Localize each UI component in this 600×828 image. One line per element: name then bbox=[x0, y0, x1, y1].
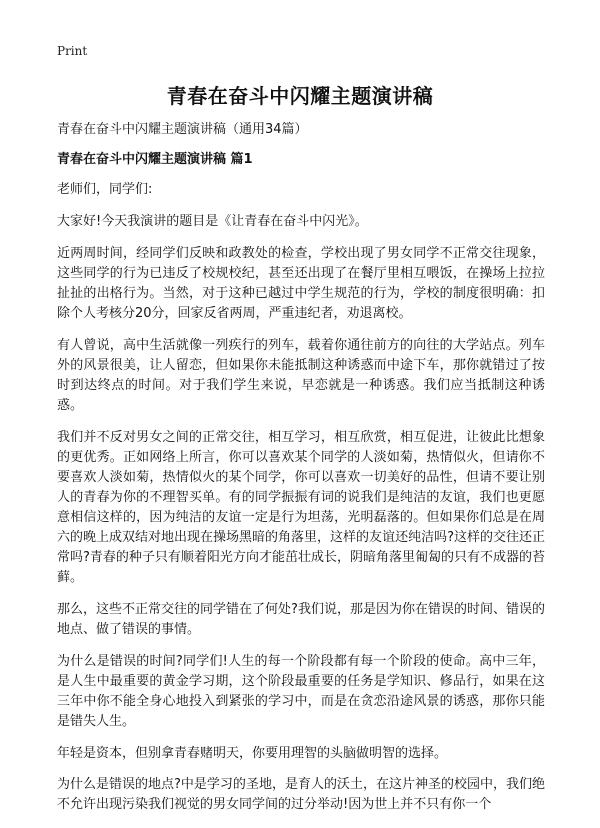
document-body bbox=[57, 120, 545, 827]
page-title: 青春在奋斗中闪耀主题演讲稿 bbox=[166, 84, 434, 108]
paragraph: 有人曾说，高中生活就像一列疾行的列车，载着你通往前方的向往的大学站点。列车外的风景很美，让人留恋，但如果你未能抵制这种诱惑而中途下车，那你就错过了按时到达终点的时间。对于我们学生来说，早恋就是一种诱惑。我们应当抵制这种诱惑。 bbox=[57, 338, 545, 413]
section-heading: 青春在奋斗中闪耀主题演讲稿 篇1 bbox=[57, 152, 253, 167]
print-link[interactable]: Print bbox=[57, 44, 88, 58]
paragraph: 近两周时间，经同学们反映和政教处的检查，学校出现了男女同学不正常交往现象，这些同学的行为已违反了校规校纪，甚至还出现了在餐厅里相互喂饭，在操场上拉拉扯扯的出格行为。当然，对于这种已越过中学生规范的行为，学校的制度很明确：扣除个人考核分20分，回家反省两周，严重违纪者，劝退离校。 bbox=[57, 246, 545, 321]
document-subtitle: 青春在奋斗中闪耀主题演讲稿（通用34篇） bbox=[57, 122, 308, 137]
paragraph: 我们并不反对男女之间的正常交往，相互学习，相互欣赏，相互促进，让彼此比想象的更优秀。正如网络上所言，你可以喜欢某个同学的人淡如菊，热情似火，但请你不要喜欢人淡如菊，热情似火的某个同学，你可以喜欢一切美好的品性，但请不要让别人的青春为你的不理智买单。有的同学振振有词的说我们是纯洁的友谊，我们也更愿意相信这样的，因为纯洁的友谊一定是行为坦荡，光明磊落的。但如果你们总是在周六的晚上成双结对地出现在操场黑暗的角落里，这样的友谊还纯洁吗?这样的交往还正常吗?青春的种子只有顺着阳光方向才能茁壮成长，阴暗角落里匍匐的只有不成器的苔藓。 bbox=[57, 430, 545, 585]
paragraph-intro: 大家好!今天我演讲的题目是《让青春在奋斗中闪光》。 bbox=[57, 214, 368, 229]
paragraph: 为什么是错误的时间?同学们!人生的每一个阶段都有每一个阶段的使命。高中三年，是人生中最重要的黄金学习期，这个阶段最重要的任务是学知识、修品行，如果在这三年中你不能全身心地投入到紧张的学习中，而是在贪恋沿途风景的诱惑，那你只能是错失人生。 bbox=[57, 654, 545, 729]
paragraph-greeting: 老师们，同学们: bbox=[57, 182, 153, 197]
paragraph: 那么，这些不正常交往的同学错在了何处?我们说，那是因为你在错误的时间、错误的地点、做了错误的事情。 bbox=[57, 602, 545, 637]
paragraph: 年轻是资本，但别拿青春赌明天，你要用理智的头脑做明智的选择。 bbox=[57, 746, 448, 761]
paragraph: 为什么是错误的地点?中是学习的圣地，是育人的沃土，在这片神圣的校园中，我们绝不允许出现污染我们视觉的男女同学间的过分举动!因为世上并不只有你一个 bbox=[57, 777, 545, 812]
